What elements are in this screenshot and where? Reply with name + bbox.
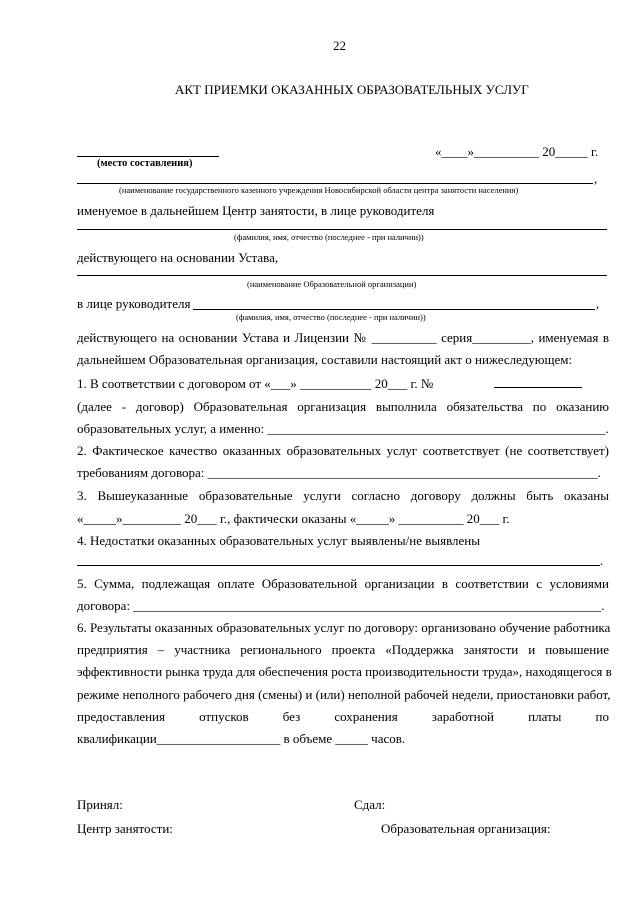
- named-line: именуемое в дальнейшем Центр занятости, в лице руководителя: [77, 203, 435, 218]
- body-line-14: 6. Результаты оказанных образовательных услуг по договору: организовано обучение работника: [77, 620, 611, 635]
- accepted-label: Принял:: [77, 797, 123, 812]
- body-line-1: действующего на основании Устава и Лицензии № __________ серия_________, именуемая в: [77, 330, 609, 345]
- director-fio-caption: (фамилия, имя, отчество (последнее - при наличии)): [234, 232, 424, 242]
- contract-line: 1. В соответствии с договором от «___» ___________ 20___ г. №: [77, 376, 434, 391]
- employment-center-label: Центр занятости:: [77, 821, 173, 836]
- institution-caption: (наименование государственного казенного учреждения Новосибирской области центра занятости населения): [119, 185, 519, 195]
- body-line-8: 3. Вышеуказанные образовательные услуги согласно договору должны быть оказаны: [77, 488, 609, 503]
- body-line-5: образовательных услуг, а именно: ____________________________________________________.: [77, 421, 609, 436]
- director-fio-line: [77, 229, 607, 230]
- body-line-2: дальнейшем Образовательная организация, составили настоящий акт о нижеследующем:: [77, 352, 573, 367]
- body-line-6: 2. Фактическое качество оказанных образовательных услуг соответствует (не соответствует): [77, 443, 609, 458]
- org-director-line: [193, 309, 595, 310]
- body-line-4: (далее - договор) Образовательная организация выполнила обязательства по оказанию: [77, 399, 609, 414]
- page-number: 22: [333, 38, 346, 53]
- body-line-9: «_____»_________ 20___ г., фактически оказаны «_____» __________ 20___ г.: [77, 511, 510, 526]
- in-person-label: в лице руководителя: [77, 296, 191, 311]
- page-title: АКТ ПРИЕМКИ ОКАЗАННЫХ ОБРАЗОВАТЕЛЬНЫХ УСЛУГ: [175, 82, 529, 97]
- body-line-16: эффективности рынка труда для обеспечения роста производительности труда», находящегося в: [77, 664, 612, 679]
- body-line-13: договора: ________________________________________________________________________.: [77, 598, 605, 613]
- handed-label: Сдал:: [354, 797, 386, 812]
- institution-line: [77, 183, 593, 184]
- defects-period: .: [600, 553, 604, 568]
- org-name-line: [77, 275, 607, 276]
- place-caption: (место составления): [97, 158, 193, 169]
- acting-ustav-line: действующего на основании Устава,: [77, 250, 279, 265]
- date-line: «____»__________ 20_____ г.: [435, 144, 599, 159]
- body-line-17: режиме неполного рабочего дня (смены) и (или) неполной рабочей недели, приостановки работ,: [77, 687, 611, 702]
- defects-line: [77, 565, 600, 566]
- org-name-caption: (наименование Образовательной организации): [247, 279, 417, 289]
- body-line-12: 5. Сумма, подлежащая оплате Образовательной организации в соответствии с условиями: [77, 576, 609, 591]
- institution-comma: ,: [594, 171, 598, 186]
- body-line-18: предоставления отпусков без сохранения заработной платы по: [77, 709, 609, 724]
- in-person-comma: ,: [596, 296, 600, 311]
- body-line-15: предприятия – участника регионального проекта «Поддержка занятости и повышение: [77, 642, 609, 657]
- contract-number-line: [494, 387, 582, 388]
- org-director-caption: (фамилия, имя, отчество (последнее - при наличии)): [236, 312, 426, 322]
- body-line-7: требованиям договора: ____________________________________________________________.: [77, 465, 601, 480]
- place-line: [77, 156, 219, 157]
- edu-org-label: Образовательная организация:: [381, 821, 551, 836]
- body-line-10: 4. Недостатки оказанных образовательных услуг выявлены/не выявлены: [77, 533, 480, 548]
- body-line-19: квалификации___________________ в объеме _____ часов.: [77, 731, 406, 746]
